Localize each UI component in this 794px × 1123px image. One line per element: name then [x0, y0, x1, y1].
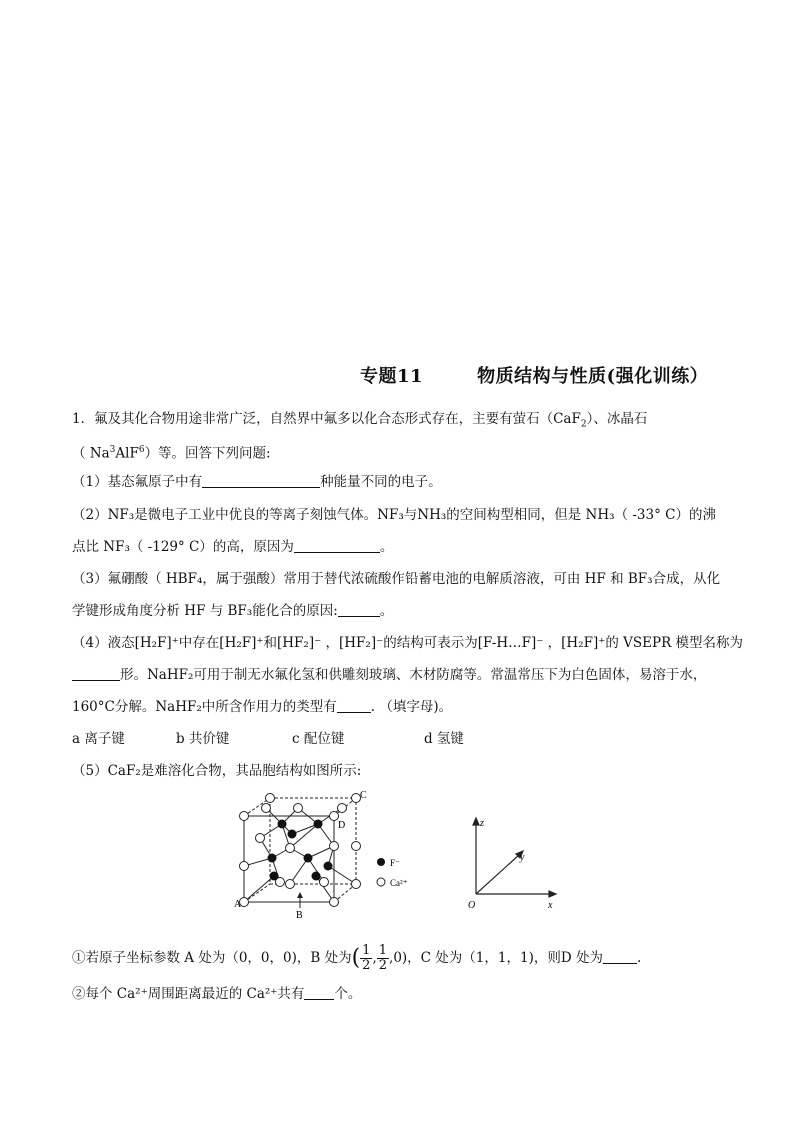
legend-ca-label: Ca²⁺ [390, 878, 408, 888]
answer-blank-5[interactable] [337, 698, 371, 713]
answer-blank-6[interactable] [603, 949, 637, 964]
legend-f-marker [377, 858, 385, 866]
sub1-end: . [636, 950, 642, 966]
part1-tail: 种能量不同的电子。 [320, 474, 442, 490]
option-b[interactable]: b 共价键 [176, 731, 230, 747]
axis-x-label: x [548, 900, 553, 911]
sub1-tail: ,0)，C 处为（1，1，1)，则D 处为 [389, 950, 603, 966]
frac-den: 2 [362, 958, 371, 973]
axis-y-label: y [520, 852, 525, 863]
superscript: 3 [109, 445, 116, 455]
q1-part3-line2 [72, 601, 393, 621]
part1-text: （1）基态氟原子中有 [72, 474, 203, 490]
answer-blank-1[interactable] [202, 473, 320, 488]
subscript: 2 [580, 419, 587, 430]
sub1-text: ①若原子坐标参数 A 处为（0，0，0)，B 处为 [72, 950, 352, 966]
q1-part4-line3 [72, 697, 452, 717]
legend-f-label: F⁻ [390, 858, 400, 868]
formula-part: AlF [115, 445, 139, 462]
part4-tail: . （填字母)。 [370, 699, 453, 715]
option-c[interactable]: c 配位键 [292, 731, 345, 747]
intro-tail: ）等。回答下列问题: [144, 445, 271, 462]
q1-sub1: ①若原子坐标参数 A 处为（0，0，0)，B 处为( $\frac{1}{2}$ , $\frac{1}{2}$ ,0)，C 处为（1，1，1)，则D 处为 . [72, 943, 642, 973]
part2-tail: 。 [379, 539, 394, 555]
paren-open: ( [351, 945, 361, 971]
page-title: 专题11 物质结构与性质(强化训练） [360, 366, 709, 387]
label-a: A [234, 899, 242, 910]
part3-text: 学键形成角度分析 HF 与 BF₃能化合的原因: [72, 603, 338, 619]
q1-part5: （5）CaF₂是难溶化合物，其品胞结构如图所示: [72, 763, 362, 779]
q1-options [72, 729, 464, 749]
q1-part4-line1: （4）液态[H₂F]⁺中存在[H₂F]⁺和[HF₂]⁻ ，[HF₂]⁻的结构可表示为[F-H…F]⁻ ，[H₂F]⁺的 VSEPR 模型名称为 [72, 635, 744, 651]
coordinate-axes-diagram [462, 812, 572, 912]
axes-figure [462, 812, 572, 916]
q1-part3-line1: （3）氟硼酸（ HBF₄，属于强酸）常用于替代浓硫酸作铅蓄电池的电解质溶液，可由 HF 和 BF₃合成，从化 [72, 571, 721, 587]
sub2-text: ②每个 Ca²⁺周围距离最近的 Ca²⁺共有 [72, 986, 305, 1002]
q1-part2-line1: （2）NF₃是微电子工业中优良的等离子刻蚀气体。NF₃与NH₃的空间构型相同，但是 NH₃（ -33° C）的沸 [72, 507, 716, 523]
answer-blank-4[interactable] [72, 666, 120, 681]
q1-part4-line2 [72, 665, 706, 685]
part2-text: 点比 NF₃（ -129° C）的高，原因为 [72, 539, 294, 555]
superscript: 6 [138, 445, 145, 455]
frac-num: 1 [362, 943, 371, 958]
formula-part: （ Na [72, 445, 110, 462]
label-c: C [360, 790, 367, 801]
axis-origin-label: O [468, 900, 476, 911]
fraction-half-1 [360, 944, 372, 973]
label-b: B [296, 910, 303, 921]
legend-ca-marker [377, 878, 385, 886]
q1-intro-end: ）、冰晶石 [586, 411, 648, 427]
sub2-tail: 个。 [334, 986, 362, 1002]
frac-den: 2 [378, 958, 388, 973]
crystal-cell-figure [232, 786, 422, 926]
label-d: D [338, 820, 346, 831]
part4-text-2: 160°C分解。NaHF₂中所含作用力的类型有 [72, 699, 337, 715]
fluorite-unit-cell-diagram [232, 786, 422, 922]
q1-intro-line2 [72, 440, 271, 464]
frac-num: 1 [378, 943, 388, 958]
answer-blank-3[interactable] [338, 602, 380, 617]
q1-intro-text: 1．氟及其化合物用途非常广泛，自然界中氟多以化合态形式存在，主要有萤石（CaF [72, 411, 581, 427]
answer-blank-7[interactable] [304, 985, 334, 1000]
option-a[interactable]: a 离子键 [72, 731, 125, 747]
q1-intro-line1 [72, 409, 647, 435]
option-d[interactable]: d 氢键 [424, 731, 464, 747]
q1-sub2 [72, 984, 361, 1004]
answer-blank-2[interactable] [294, 538, 380, 553]
axis-z-label: z [480, 818, 484, 829]
q1-part2-line2 [72, 537, 393, 557]
fraction-half-2 [377, 944, 389, 973]
q1-part1 [72, 472, 442, 492]
part3-tail: 。 [379, 603, 394, 619]
part4-text: 形。NaHF₂可用于制无水氟化氢和供雕刻玻璃、木材防腐等。常温常压下为白色固体，易溶于水， [120, 667, 707, 683]
